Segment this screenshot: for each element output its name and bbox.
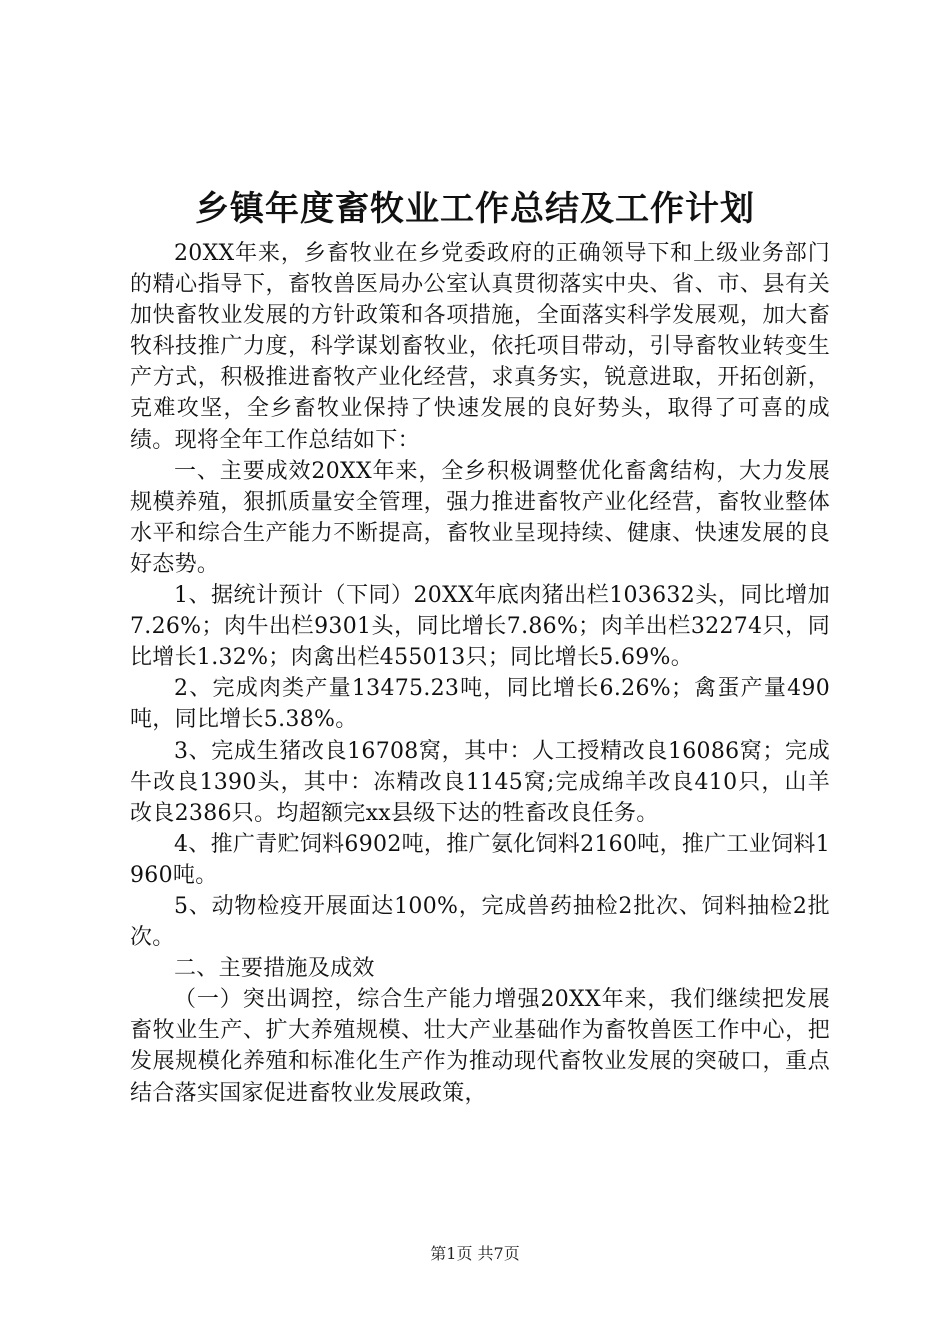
paragraph-item-1: 1、据统计预计（下同）20XX年底肉猪出栏103632头，同比增加7.26%；肉牛出栏9301头，同比增长7.86%；肉羊出栏32274只，同比增长1.32%；肉禽出栏455013只；同比增长5.69%。 xyxy=(130,583,830,671)
section-heading-measures: 二、主要措施及成效 xyxy=(174,956,375,982)
document-body xyxy=(130,238,830,1109)
paragraph-item-3: 3、完成生猪改良16708窝，其中：人工授精改良16086窝；完成牛改良1390头，其中：冻精改良1145窝;完成绵羊改良410只，山羊改良2386只。均超额完xx县级下达的牲畜改良任务。 xyxy=(130,738,830,826)
page-footer: 第1页 共7页 xyxy=(430,1244,520,1263)
paragraph-item-5: 5、动物检疫开展面达100%，完成兽药抽检2批次、饲料抽检2批次。 xyxy=(130,893,830,951)
document-title: 乡镇年度畜牧业工作总结及工作计划 xyxy=(195,189,755,229)
paragraph-measure-1: （一）突出调控，综合生产能力增强20XX年来，我们继续把发展畜牧业生产、扩大养殖规模、壮大产业基础作为畜牧兽医工作中心，把发展规模化养殖和标准化生产作为推动现代畜牧业发展的突破口，重点结合落实国家促进畜牧业发展政策， xyxy=(130,987,830,1106)
paragraph-item-2: 2、完成肉类产量13475.23吨，同比增长6.26%；禽蛋产量490吨，同比增长5.38%。 xyxy=(130,676,830,733)
paragraph-intro: 20XX年来，乡畜牧业在乡党委政府的正确领导下和上级业务部门的精心指导下，畜牧兽医局办公室认真贯彻落实中央、省、市、县有关加快畜牧业发展的方针政策和各项措施，全面落实科学发展观，加大畜牧科技推广力度，科学谋划畜牧业，依托项目带动，引导畜牧业转变生产方式，积极推进畜牧产业化经营，求真务实，锐意进取，开拓创新，克难攻坚，全乡畜牧业保持了快速发展的良好势头，取得了可喜的成绩。现将全年工作总结如下： xyxy=(130,241,830,453)
paragraph-item-4: 4、推广青贮饲料6902吨，推广氨化饲料2160吨，推广工业饲料1960吨。 xyxy=(130,831,830,888)
paragraph-main-results: 一、主要成效20XX年来，全乡积极调整优化畜禽结构，大力发展规模养殖，狠抓质量安全管理，强力推进畜牧产业化经营，畜牧业整体水平和综合生产能力不断提高，畜牧业呈现持续、健康、快速发展的良好态势。 xyxy=(130,458,830,577)
